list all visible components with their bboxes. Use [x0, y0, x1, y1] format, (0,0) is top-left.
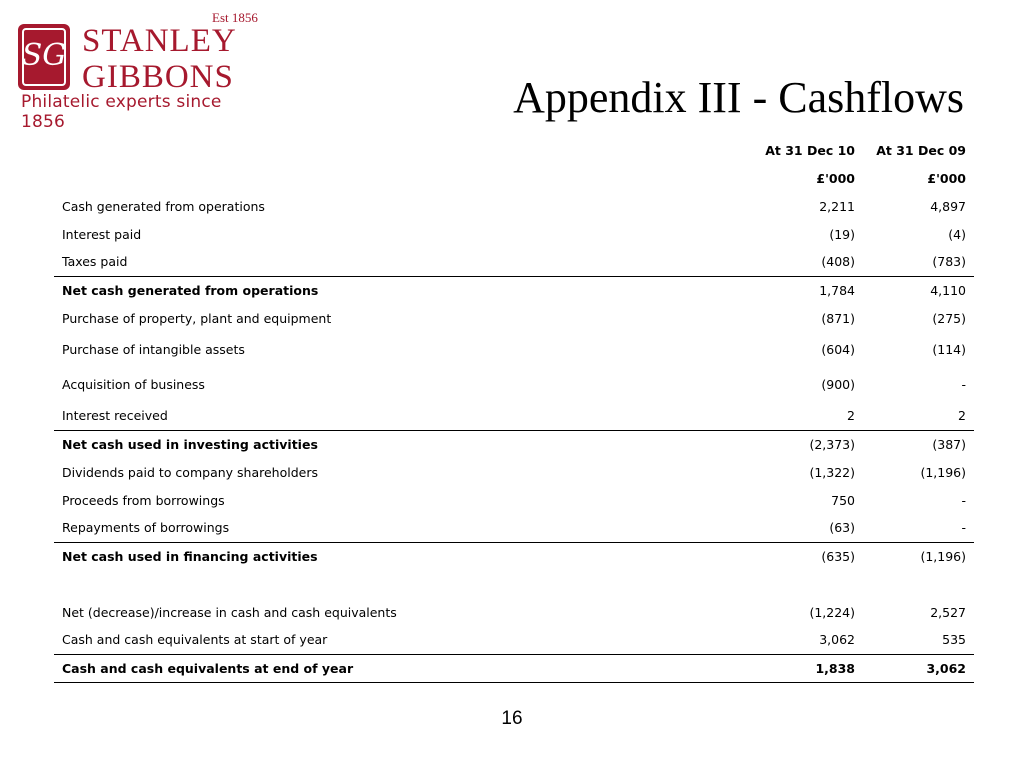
logo-name-line1: STANLEY: [82, 23, 237, 59]
page-number: 16: [501, 708, 523, 729]
value-2010: (1,322): [809, 464, 855, 480]
value-2009: -: [961, 492, 966, 508]
row-label: Cash and cash equivalents at end of year: [54, 654, 752, 682]
header-row: [54, 136, 974, 164]
value-2009: (1,196): [920, 464, 966, 480]
value-2009: (783): [932, 254, 966, 270]
row-label: Repayments of borrowings: [62, 520, 230, 536]
value-2009: 3,062: [863, 654, 974, 682]
value-2010: (1,224): [809, 604, 855, 620]
table-row: [54, 402, 974, 430]
value-2009: -: [961, 377, 966, 392]
value-2009: 535: [942, 632, 966, 648]
row-label: Net cash used in investing activities: [54, 430, 752, 458]
value-2010: (63): [829, 520, 855, 536]
row-label: Taxes paid: [62, 254, 128, 270]
row-label: Purchase of intangible assets: [62, 342, 245, 357]
value-2009: (387): [863, 430, 974, 458]
table-row: [54, 514, 974, 542]
column-header-2009: At 31 Dec 09: [876, 142, 966, 158]
value-2010: (19): [829, 226, 855, 242]
row-label: Dividends paid to company shareholders: [62, 464, 318, 480]
units-row: [54, 164, 974, 192]
table-row: [54, 248, 974, 276]
table-row: [54, 458, 974, 486]
row-label: Net cash used in financing activities: [54, 542, 752, 570]
logo-established: Est 1856: [212, 10, 258, 25]
cashflow-table: [54, 136, 974, 683]
value-2009: (1,196): [863, 542, 974, 570]
value-2010: (604): [821, 342, 855, 357]
row-label: Interest received: [62, 408, 168, 424]
value-2010: 1,838: [752, 654, 863, 682]
value-2010: 750: [831, 492, 855, 508]
row-label: Cash and cash equivalents at start of year: [62, 632, 328, 648]
value-2010: 3,062: [819, 632, 855, 648]
table-row: [54, 626, 974, 654]
value-2010: (635): [752, 542, 863, 570]
table-row: [54, 367, 974, 402]
value-2010: 2: [847, 408, 855, 424]
row-label: Purchase of property, plant and equipment: [62, 310, 332, 326]
subtotal-row: [54, 430, 974, 458]
value-2009: 4,110: [863, 276, 974, 304]
logo-name-line2: GIBBONS: [82, 59, 234, 95]
logo-tagline: Philatelic experts since 1856: [21, 92, 222, 132]
total-row: [54, 654, 974, 682]
table-row: [54, 332, 974, 367]
table-row: [54, 598, 974, 626]
table-row: [54, 486, 974, 514]
value-2010: (2,373): [752, 430, 863, 458]
page-title: Appendix III - Cashflows: [513, 73, 964, 122]
row-label: Cash generated from operations: [62, 198, 265, 214]
value-2009: 2: [958, 408, 966, 424]
value-2009: 2,527: [930, 604, 966, 620]
monogram-seal: [18, 24, 70, 90]
table-row: [54, 304, 974, 332]
subtotal-row: [54, 542, 974, 570]
value-2010: (408): [821, 254, 855, 270]
monogram-text: SG: [21, 38, 67, 73]
table-row: [54, 192, 974, 220]
value-2010: (871): [821, 310, 855, 326]
row-label: Net (decrease)/increase in cash and cash equivalents: [62, 604, 397, 620]
subtotal-row: [54, 276, 974, 304]
unit-2010: £'000: [816, 170, 855, 186]
row-label: Acquisition of business: [62, 377, 205, 392]
company-logo: [18, 10, 263, 132]
value-2010: 1,784: [752, 276, 863, 304]
value-2009: (275): [932, 310, 966, 326]
row-label: Net cash generated from operations: [54, 276, 752, 304]
value-2010: (900): [821, 377, 855, 392]
unit-2009: £'000: [927, 170, 966, 186]
column-header-2010: At 31 Dec 10: [765, 142, 855, 158]
spacer-row: [54, 570, 974, 598]
value-2009: (114): [932, 342, 966, 357]
row-label: Interest paid: [62, 226, 142, 242]
value-2009: (4): [948, 226, 966, 242]
value-2010: 2,211: [819, 198, 855, 214]
value-2009: 4,897: [930, 198, 966, 214]
value-2009: -: [961, 520, 966, 536]
row-label: Proceeds from borrowings: [62, 492, 225, 508]
table-row: [54, 220, 974, 248]
